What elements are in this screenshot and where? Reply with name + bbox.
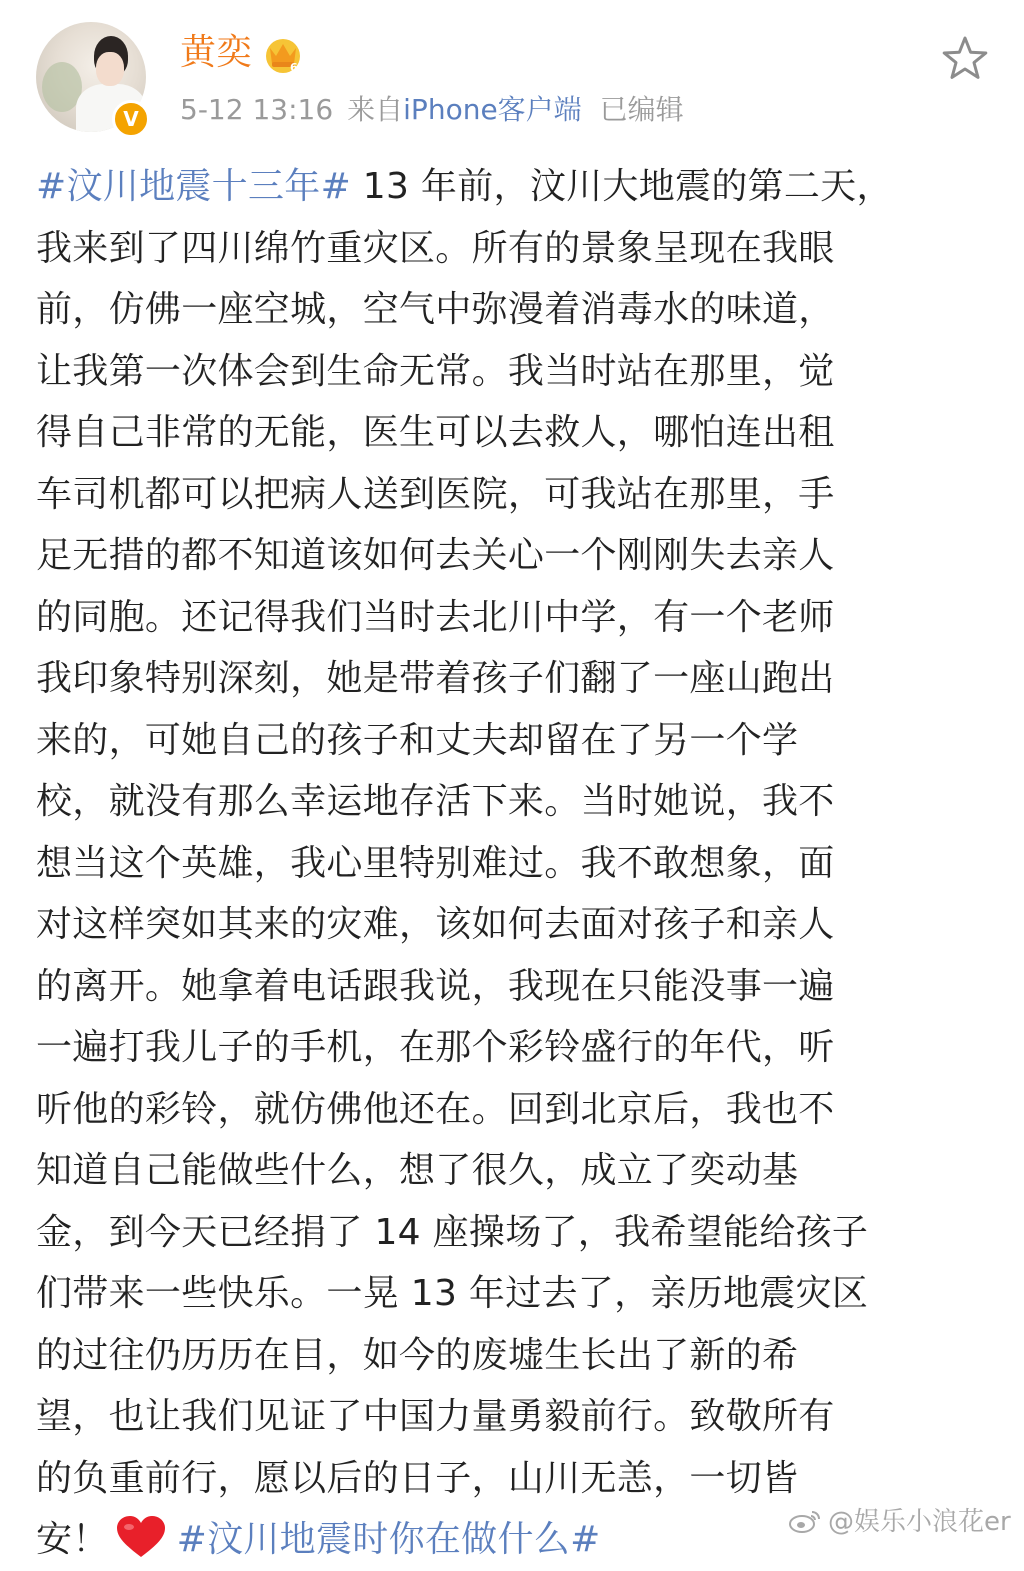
post-text-line: 足无措的都不知道该如何去关心一个刚刚失去亲人 [36, 535, 835, 576]
post-text-line: 我印象特别深刻，她是带着孩子们翻了一座山跑出 [36, 658, 835, 699]
hashtag-link[interactable]: #汶川地震时你在做什么# [176, 1519, 601, 1560]
svg-text:6: 6 [290, 61, 298, 74]
post-text-line: 前，仿佛一座空城，空气中弥漫着消毒水的味道， [36, 289, 835, 330]
hashtag-link[interactable]: #汶川地震十三年# [36, 166, 352, 207]
post-text-line: 校，就没有那么幸运地存活下来。当时她说，我不 [36, 781, 835, 822]
red-heart-icon [115, 1515, 167, 1559]
post-text-line: 让我第一次体会到生命无常。我当时站在那里，觉 [36, 350, 835, 392]
edited-label[interactable]: 已编辑 [599, 93, 684, 126]
post-text-line: 的过往仍历历在目，如今的废墟生长出了新的希 [36, 1334, 799, 1376]
post-text-line: 对这样突如其来的灾难，该如何去面对孩子和亲人 [36, 904, 835, 945]
post-text-line: 望，也让我们见证了中国力量勇毅前行。致敬所有 [36, 1396, 835, 1437]
post-text-line: 们带来一些快乐。一晃 13 年过去了，亲历地震灾区 [36, 1273, 869, 1314]
post-text-line: 知道自己能做些什么，想了很久，成立了奕动基 [36, 1150, 799, 1191]
crown-vip-icon [260, 34, 306, 74]
post-time: 5-12 13:16 [180, 93, 334, 126]
watermark-text: @娱乐小浪花er [828, 1507, 1011, 1537]
post-text-line: 听他的彩铃，就仿佛他还在。回到北京后，我也不 [36, 1088, 835, 1130]
post-text-line: 的离开。她拿着电话跟我说，我现在只能没事一遍 [36, 965, 835, 1007]
post-text-line: 的负重前行，愿以后的日子，山川无恙，一切皆 [36, 1457, 799, 1499]
post-text: 13 年前，汶川大地震的第二天， [351, 166, 893, 207]
post-text-line: 我来到了四川绵竹重灾区。所有的景象呈现在我眼 [36, 227, 835, 269]
star-icon[interactable] [938, 32, 992, 86]
source-client-link[interactable]: iPhone客户端 [403, 93, 582, 126]
author-name[interactable]: 黄奕 [180, 32, 253, 73]
source-prefix: 来自 [347, 93, 404, 126]
avatar-face [96, 52, 124, 86]
post-header [0, 0, 1024, 150]
post-text-line: 的同胞。还记得我们当时去北川中学，有一个老师 [36, 596, 835, 638]
verified-badge-icon: V [112, 100, 150, 138]
post-text: 安！ [36, 1519, 109, 1560]
post-body [36, 156, 976, 1571]
weibo-icon [788, 1508, 822, 1534]
post-text-line: 金，到今天已经捐了 14 座操场了，我希望能给孩子 [36, 1211, 869, 1253]
post-text-line: 得自己非常的无能，医生可以去救人，哪怕连出租 [36, 412, 835, 453]
post-line-1 [36, 156, 976, 218]
post-text-line: 一遍打我儿子的手机，在那个彩铃盛行的年代，听 [36, 1027, 835, 1068]
post-text-line: 来的，可她自己的孩子和丈夫却留在了另一个学 [36, 719, 799, 761]
post-meta [180, 88, 698, 132]
post-text-line: 想当这个英雄，我心里特别难过。我不敢想象，面 [36, 842, 835, 884]
post-text-line: 车司机都可以把病人送到医院，可我站在那里，手 [36, 473, 835, 515]
watermark [788, 1502, 1011, 1542]
